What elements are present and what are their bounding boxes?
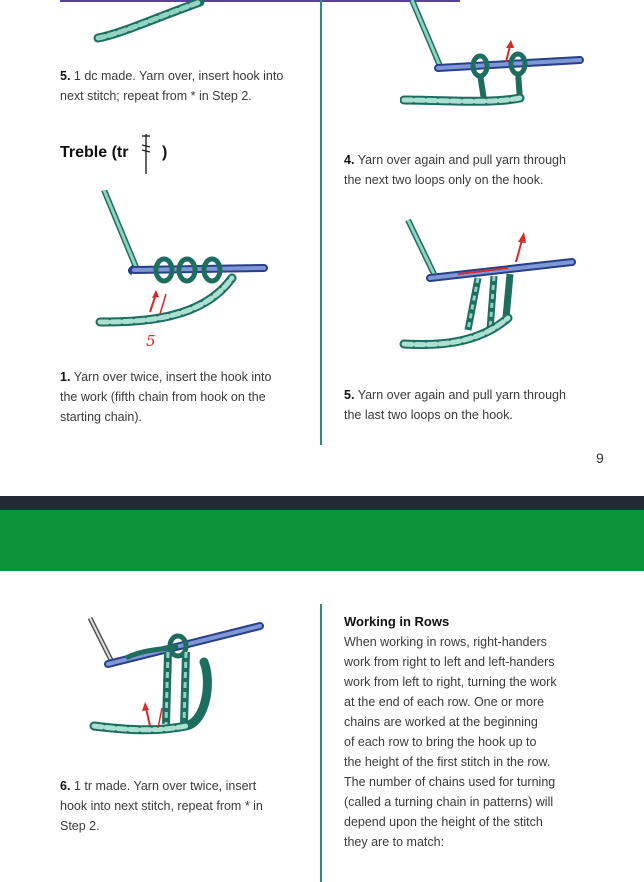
body-line: (called a turning chain in patterns) will [344, 795, 554, 809]
body-line: work from right to left and left-handers [344, 655, 555, 669]
step-number: 6. [60, 779, 71, 793]
step-text: Yarn over twice, insert the hook into [73, 370, 272, 384]
step5-illustration [398, 218, 578, 358]
step-number: 4. [344, 153, 355, 167]
step1-caption [60, 367, 320, 427]
column-divider [320, 0, 322, 445]
step-text: the next two loops only on the hook. [344, 173, 544, 187]
step-number: 5. [344, 388, 355, 402]
step-number: 5. [60, 69, 71, 83]
green-header-band [0, 510, 644, 571]
treble-heading-label: Treble (tr [60, 144, 129, 161]
step6-illustration [86, 612, 266, 748]
step-text: Yarn over again and pull yarn through [357, 153, 566, 167]
treble-symbol-icon [138, 132, 154, 176]
step-text: next stitch; repeat from * in Step 2. [60, 89, 252, 103]
body-line: The number of chains used for turning [344, 775, 556, 789]
treble-heading-close: ) [162, 144, 168, 161]
body-line: When working in rows, right-handers [344, 635, 547, 649]
step-text: hook into next stitch, repeat from * in [60, 799, 263, 813]
step-text: 1 tr made. Yarn over twice, insert [73, 779, 257, 793]
step5-caption [344, 385, 634, 425]
body-line: of each row to bring the hook up to [344, 735, 537, 749]
working-in-rows-section [344, 612, 639, 852]
treble-heading [60, 144, 128, 162]
step4-illustration [400, 0, 585, 118]
step6-caption [60, 776, 320, 836]
step-number: 1. [60, 370, 71, 384]
dark-separator-band [0, 496, 644, 510]
body-line: the height of the first stitch in the row. [344, 755, 551, 769]
step-text: the work (fifth chain from hook on the [60, 390, 266, 404]
column-divider [320, 604, 322, 882]
body-line: depend upon the height of the stitch [344, 815, 543, 829]
step-text: 1 dc made. Yarn over, insert hook into [73, 69, 284, 83]
body-line: at the end of each row. One or more [344, 695, 545, 709]
body-line: chains are worked at the beginning [344, 715, 538, 729]
section-body [344, 632, 639, 852]
step-text: the last two loops on the hook. [344, 408, 513, 422]
page-number: 9 [596, 450, 604, 466]
step5-dc-caption [60, 66, 320, 106]
dc-yarn-illustration [90, 0, 220, 48]
step1-illustration [92, 190, 272, 355]
step4-caption [344, 150, 634, 190]
step-text: starting chain). [60, 410, 142, 424]
section-heading: Working in Rows [344, 614, 450, 629]
chain-count-label: 5 [146, 332, 156, 350]
step-text: Yarn over again and pull yarn through [357, 388, 566, 402]
step-text: Step 2. [60, 819, 100, 833]
body-line: work from left to right, turning the work [344, 675, 557, 689]
body-line: they are to match: [344, 835, 445, 849]
